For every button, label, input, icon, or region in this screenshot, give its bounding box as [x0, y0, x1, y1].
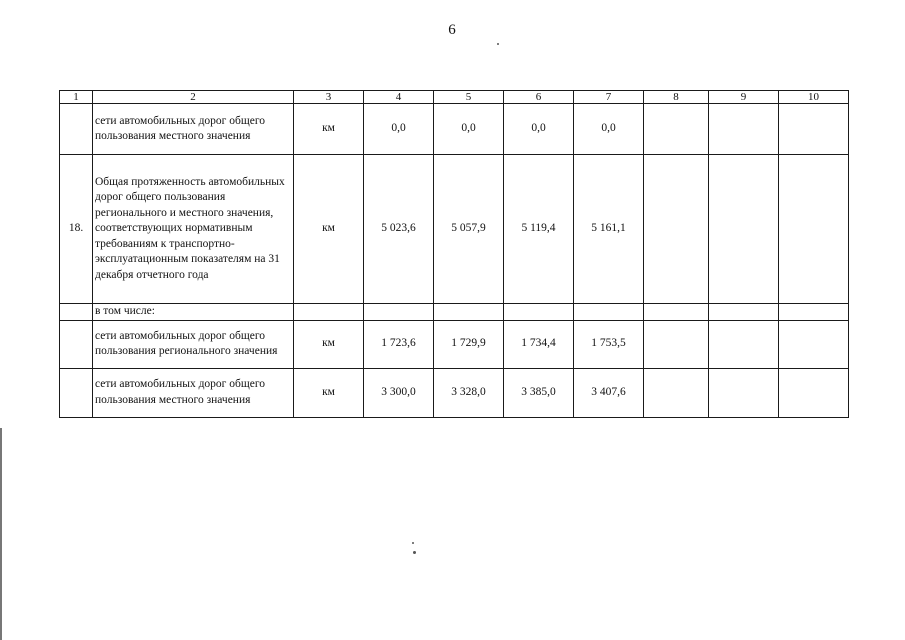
- value-cell: 0,0: [434, 104, 504, 155]
- indicator-name: Общая протяженность автомобильных дорог общего пользования регионального и местного значения, соответствующих нормативным требованиям к транспортно-эксплуатационным показателям на 31 декабря отчетного года: [93, 155, 294, 304]
- unit-cell: км: [294, 368, 364, 417]
- column-number-row: [60, 91, 849, 104]
- indicator-table: [59, 90, 849, 418]
- scan-speck: [412, 542, 414, 544]
- empty-cell: [364, 304, 434, 321]
- value-cell: [709, 368, 779, 417]
- value-cell: [709, 320, 779, 368]
- table-row: [60, 368, 849, 417]
- value-cell: [644, 104, 709, 155]
- value-cell: 5 119,4: [504, 155, 574, 304]
- value-cell: 1 734,4: [504, 320, 574, 368]
- column-header: 5: [434, 91, 504, 104]
- value-cell: 3 385,0: [504, 368, 574, 417]
- value-cell: 5 023,6: [364, 155, 434, 304]
- table-row: [60, 304, 849, 321]
- value-cell: [709, 104, 779, 155]
- unit-cell: км: [294, 155, 364, 304]
- value-cell: [644, 155, 709, 304]
- empty-cell: [779, 304, 849, 321]
- indicator-name: сети автомобильных дорог общего пользования местного значения: [93, 104, 294, 155]
- unit-cell: км: [294, 104, 364, 155]
- table-row: [60, 320, 849, 368]
- value-cell: 1 753,5: [574, 320, 644, 368]
- row-number: 18.: [60, 155, 93, 304]
- value-cell: [709, 155, 779, 304]
- column-header: 9: [709, 91, 779, 104]
- column-header: 1: [60, 91, 93, 104]
- value-cell: 1 729,9: [434, 320, 504, 368]
- scan-edge: [0, 428, 2, 640]
- value-cell: 5 161,1: [574, 155, 644, 304]
- column-header: 3: [294, 91, 364, 104]
- value-cell: 0,0: [574, 104, 644, 155]
- value-cell: 5 057,9: [434, 155, 504, 304]
- scan-speck: [497, 43, 499, 45]
- column-header: 2: [93, 91, 294, 104]
- empty-cell: [504, 304, 574, 321]
- empty-cell: [434, 304, 504, 321]
- value-cell: [644, 320, 709, 368]
- value-cell: [779, 155, 849, 304]
- value-cell: 3 300,0: [364, 368, 434, 417]
- row-number: [60, 104, 93, 155]
- value-cell: [779, 320, 849, 368]
- table-row: [60, 155, 849, 304]
- table-row: [60, 104, 849, 155]
- column-header: 4: [364, 91, 434, 104]
- value-cell: 3 328,0: [434, 368, 504, 417]
- indicator-name: сети автомобильных дорог общего пользования местного значения: [93, 368, 294, 417]
- column-header: 7: [574, 91, 644, 104]
- empty-cell: [644, 304, 709, 321]
- unit-cell: км: [294, 320, 364, 368]
- value-cell: 3 407,6: [574, 368, 644, 417]
- value-cell: [644, 368, 709, 417]
- column-header: 10: [779, 91, 849, 104]
- value-cell: 0,0: [364, 104, 434, 155]
- indicator-name: сети автомобильных дорог общего пользования регионального значения: [93, 320, 294, 368]
- value-cell: [779, 104, 849, 155]
- empty-cell: [294, 304, 364, 321]
- subgroup-label: в том числе:: [93, 304, 294, 321]
- row-number: [60, 304, 93, 321]
- column-header: 6: [504, 91, 574, 104]
- column-header: 8: [644, 91, 709, 104]
- page-number: 6: [448, 22, 456, 38]
- scan-speck: [413, 551, 416, 554]
- row-number: [60, 320, 93, 368]
- empty-cell: [574, 304, 644, 321]
- row-number: [60, 368, 93, 417]
- value-cell: 0,0: [504, 104, 574, 155]
- empty-cell: [709, 304, 779, 321]
- value-cell: 1 723,6: [364, 320, 434, 368]
- value-cell: [779, 368, 849, 417]
